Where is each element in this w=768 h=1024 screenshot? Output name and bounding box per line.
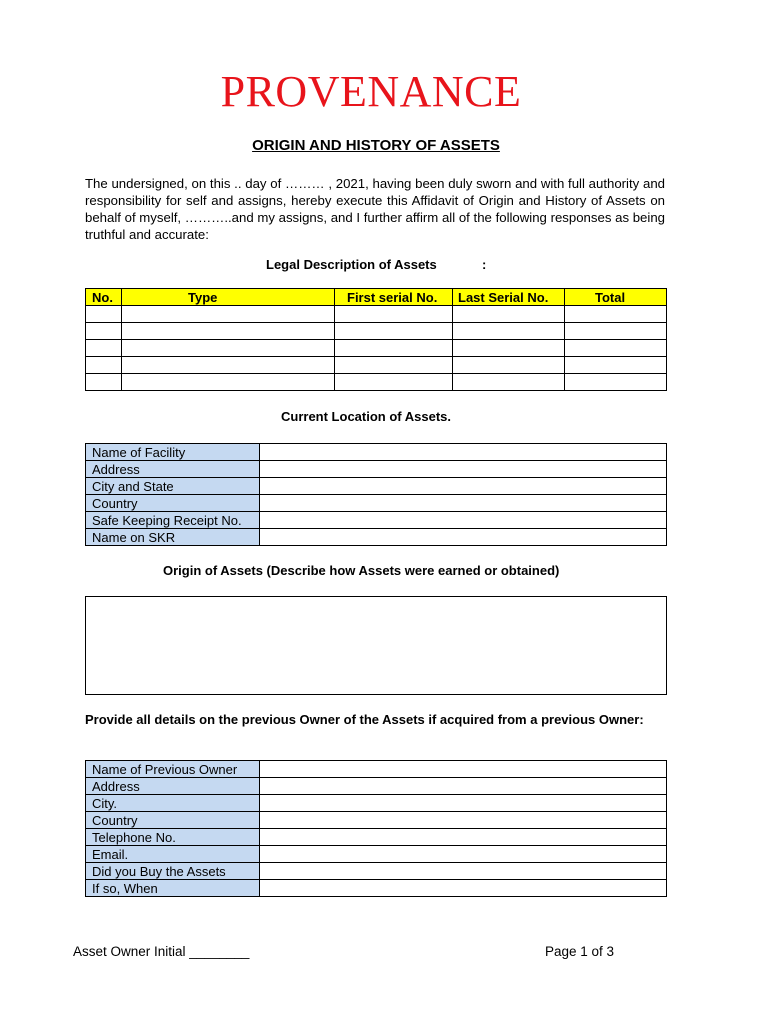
table-cell[interactable] [86,357,122,374]
asset-owner-initial: Asset Owner Initial ________ [73,944,250,959]
table-cell[interactable] [86,374,122,391]
table-cell[interactable] [335,374,453,391]
table-cell[interactable] [335,323,453,340]
table-row [86,306,667,323]
current-location-table [85,443,667,546]
table-cell[interactable] [453,306,565,323]
table-cell[interactable] [565,323,667,340]
table-cell[interactable] [122,374,335,391]
document-subtitle: ORIGIN AND HISTORY OF ASSETS [252,137,500,154]
table-row [86,778,667,795]
field-value[interactable] [260,795,667,812]
table-cell[interactable] [86,340,122,357]
page-number: Page 1 of 3 [545,944,615,959]
table-cell[interactable] [565,357,667,374]
field-label: Telephone No. [86,829,260,846]
field-value[interactable] [260,444,667,461]
table-cell[interactable] [122,306,335,323]
column-header-last-serial: Last Serial No. [453,289,565,306]
field-value[interactable] [260,495,667,512]
field-label: Country [86,495,260,512]
previous-owner-instruction: Provide all details on the previous Owner of the Assets if acquired from a previous Owner: [85,712,644,727]
table-cell[interactable] [122,323,335,340]
legal-description-colon: : [482,257,487,272]
field-value[interactable] [260,812,667,829]
field-label: Did you Buy the Assets [86,863,260,880]
table-cell[interactable] [335,306,453,323]
field-label: City and State [86,478,260,495]
table-cell[interactable] [335,340,453,357]
table-cell[interactable] [122,340,335,357]
table-cell[interactable] [86,306,122,323]
table-row [86,812,667,829]
column-header-no: No. [86,289,122,306]
table-cell[interactable] [453,323,565,340]
field-value[interactable] [260,478,667,495]
column-header-total: Total [565,289,667,306]
table-row [86,863,667,880]
legal-table-header-row [86,289,667,306]
table-cell[interactable] [86,323,122,340]
field-value[interactable] [260,829,667,846]
origin-heading: Origin of Assets (Describe how Assets were earned or obtained) [163,563,560,578]
field-label: Address [86,778,260,795]
legal-description-table [85,288,667,391]
table-cell[interactable] [453,357,565,374]
table-row [86,340,667,357]
table-cell[interactable] [453,374,565,391]
table-row [86,761,667,778]
previous-owner-table [85,760,667,897]
field-value[interactable] [260,846,667,863]
field-value[interactable] [260,863,667,880]
table-row [86,795,667,812]
current-location-heading: Current Location of Assets. [281,409,451,424]
field-value[interactable] [260,512,667,529]
table-row [86,461,667,478]
table-row [86,444,667,461]
intro-paragraph: The undersigned, on this .. day of ……… , 2021, having been duly sworn and with full authority and responsibility for self and assigns, hereby execute this Affidavit of Origin and History of Assets on behalf of myself, ………..and my assigns, and I further affirm all of the following responses as being truthful and accurate: [85,176,665,242]
table-row [86,829,667,846]
field-label: Name on SKR [86,529,260,546]
table-row [86,357,667,374]
column-header-first-serial: First serial No. [335,289,453,306]
table-row [86,323,667,340]
field-value[interactable] [260,529,667,546]
field-value[interactable] [260,461,667,478]
field-label: Name of Previous Owner [86,761,260,778]
table-cell[interactable] [565,306,667,323]
table-cell[interactable] [565,374,667,391]
table-row [86,495,667,512]
table-cell[interactable] [565,340,667,357]
table-cell[interactable] [335,357,453,374]
field-label: Safe Keeping Receipt No. [86,512,260,529]
field-value[interactable] [260,761,667,778]
field-value[interactable] [260,880,667,897]
document-title: PROVENANCE [220,67,522,116]
table-row [86,478,667,495]
table-cell[interactable] [453,340,565,357]
field-label: Name of Facility [86,444,260,461]
field-label: If so, When [86,880,260,897]
field-label: City. [86,795,260,812]
table-row [86,374,667,391]
field-label: Email. [86,846,260,863]
field-label: Address [86,461,260,478]
field-value[interactable] [260,778,667,795]
table-row [86,846,667,863]
table-row [86,880,667,897]
table-row [86,529,667,546]
field-label: Country [86,812,260,829]
table-cell[interactable] [122,357,335,374]
origin-description-box[interactable] [85,596,667,695]
column-header-type: Type [122,289,335,306]
legal-description-heading: Legal Description of Assets [266,257,437,272]
table-row [86,512,667,529]
